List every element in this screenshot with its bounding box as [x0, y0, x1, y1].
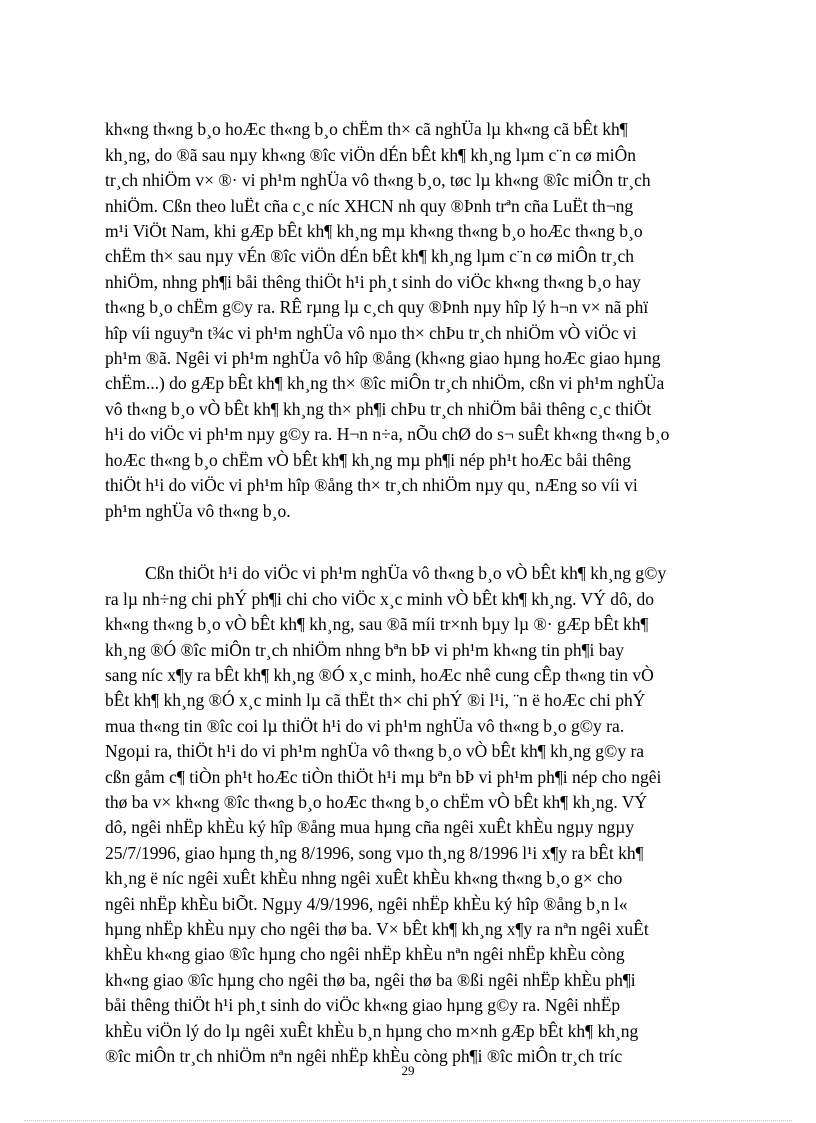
- paragraph: Cßn thiÖt h¹i do viÖc vi ph¹m nghÜa vô th«ng b¸o vÒ bÊt kh¶ kh¸ng g©y ra lµ nh÷ng chi phÝ ph¶i chi cho viÖc x¸c minh vÒ bÊt kh¶ kh¸ng. VÝ dô, do kh«ng th«ng b¸o vÒ bÊt kh¶ kh¸ng, sau ®ã míi tr×nh bµy lµ ®· gÆp bÊt kh¶ kh¸ng ®Ó ®îc miÔn tr¸ch nhiÖm nhng bªn bÞ vi ph¹m kh«ng tin ph¶i bay sang níc x¶y ra bÊt kh¶ kh¸ng ®Ó x¸c minh, hoÆc nhê cung cÊp th«ng tin vÒ bÊt kh¶ kh¸ng ®Ó x¸c minh lµ cã thËt th× chi phÝ ®i l¹i, ¨n ë hoÆc chi phÝ mua th«ng tin ®îc coi lµ thiÖt h¹i do vi ph¹m nghÜa vô th«ng b¸o g©y ra. Ngoµi ra, thiÖt h¹i do vi ph¹m nghÜa vô th«ng b¸o vÒ bÊt kh¶ kh¸ng g©y ra cßn gåm c¶ tiÒn ph¹t hoÆc tiÒn thiÖt h¹i mµ bªn bÞ vi ph¹m ph¶i nép cho ngêi thø ba v× kh«ng ®îc th«ng b¸o hoÆc th«ng b¸o chËm vÒ bÊt kh¶ kh¸ng. VÝ dô, ngêi nhËp khÈu ký hîp ®ång mua hµng cña ngêi xuÊt khÈu ngµy ngµy 25/7/1996, giao hµng th¸ng 8/1996, song vµo th¸ng 8/1996 l¹i x¶y ra bÊt kh¶ kh¸ng ë níc ngêi xuÊt khÈu nhng ngêi xuÊt khÈu kh«ng th«ng b¸o g× cho ngêi nhËp khÈu biÕt. Ngµy 4/9/1996, ngêi nhËp khÈu ký hîp ®ång b¸n l« hµng nhËp khÈu nµy cho ngêi thø ba. V× bÊt kh¶ kh¸ng x¶y ra nªn ngêi xuÊt khÈu kh«ng giao ®îc hµng cho ngêi nhËp khÈu nªn ngêi nhËp khÈu còng kh«ng giao ®îc hµng cho ngêi thø ba, ngêi thø ba ®ßi ngêi nhËp khÈu ph¶i båi thêng thiÖt h¹i ph¸t sinh do viÖc kh«ng giao hµng g©y ra. Ngêi nhËp khÈu viÖn lý do lµ ngêi xuÊt khÈu b¸n hµng cho m×nh gÆp bÊt kh¶ kh¸ng ®îc miÔn tr¸ch nhiÖm nªn ngêi nhËp khÈu còng ph¶i ®îc miÔn tr¸ch tríc: [105, 563, 667, 1067]
- body-text: [105, 92, 728, 1095]
- paragraph: kh«ng th«ng b¸o hoÆc th«ng b¸o chËm th× cã nghÜa lµ kh«ng cã bÊt kh¶ kh¸ng, do ®ã sau nµy kh«ng ®îc viÖn dÉn bÊt kh¶ kh¸ng lµm c¨n cø miÔn tr¸ch nhiÖm v× ®· vi ph¹m nghÜa vô th«ng b¸o, tøc lµ kh«ng ®îc miÔn tr¸ch nhiÖm. Cßn theo luËt cña c¸c níc XHCN nh quy ®Þnh trªn cña LuËt th¬ng m¹i ViÖt Nam, khi gÆp bÊt kh¶ kh¸ng mµ kh«ng th«ng b¸o hoÆc th«ng b¸o chËm th× sau nµy vÉn ®îc viÖn dÉn bÊt kh¶ kh¸ng lµm c¨n cø miÔn tr¸ch nhiÖm, nhng ph¶i båi thêng thiÖt h¹i ph¸t sinh do viÖc kh«ng th«ng b¸o hay th«ng b¸o chËm g©y ra. RÊ rµng lµ c¸ch quy ®Þnh nµy hîp lý h¬n v× nã phï hîp víi nguyªn t¾c vi ph¹m nghÜa vô nµo th× chÞu tr¸ch nhiÖm vÒ viÖc vi ph¹m ®ã. Ngêi vi ph¹m nghÜa vô hîp ®ång (kh«ng giao hµng hoÆc giao hµng chËm...) do gÆp bÊt kh¶ kh¸ng th× ®îc miÔn tr¸ch nhiÖm, cßn vi ph¹m nghÜa vô th«ng b¸o vÒ bÊt kh¶ kh¸ng th× ph¶i chÞu tr¸ch nhiÖm båi thêng c¸c thiÖt h¹i do viÖc vi ph¹m nµy g©y ra. H¬n n÷a, nÕu chØ do s¬ suÊt kh«ng th«ng b¸o hoÆc th«ng b¸o chËm vÒ bÊt kh¶ kh¸ng mµ ph¶i nép ph¹t hoÆc båi thêng thiÖt h¹i do viÖc vi ph¹m hîp ®ång th× tr¸ch nhiÖm nµy qu¸ nÆng so víi vi ph¹m nghÜa vô th«ng b¸o.: [105, 119, 670, 521]
- page-bottom-divider: [24, 1120, 792, 1121]
- page-number: 29: [401, 1063, 415, 1078]
